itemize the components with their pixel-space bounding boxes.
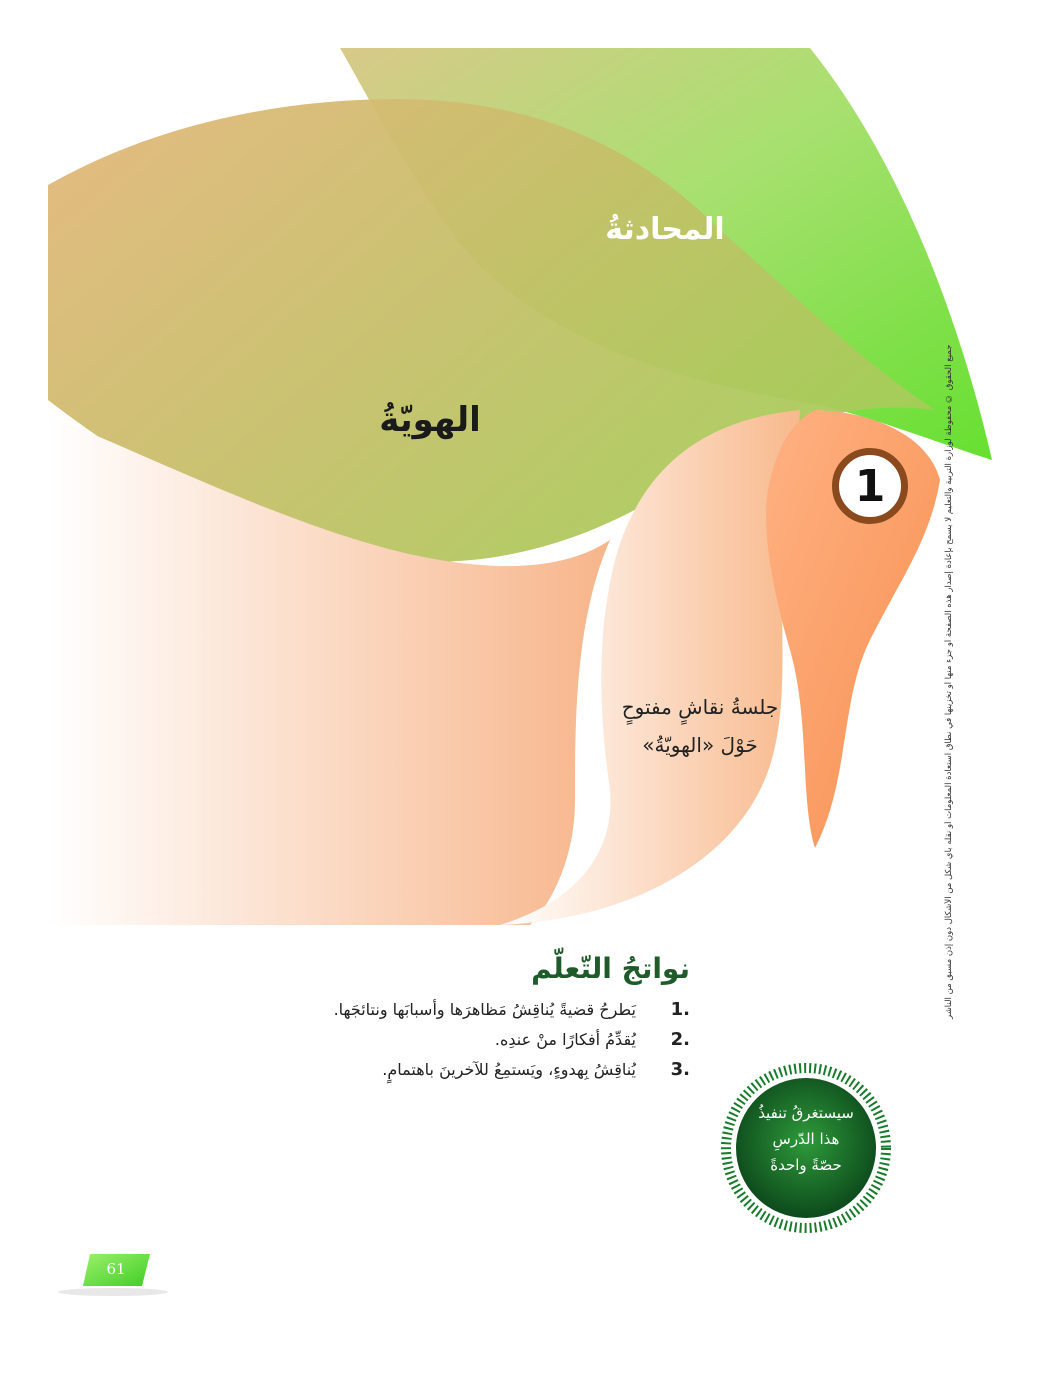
list-item xyxy=(250,995,690,1025)
outcomes-heading: نواتجُ التّعلّم xyxy=(531,952,690,985)
copyright-note: جميع الحقوق © محفوظة لوزارة التربية والتعليم لا يسمح بإعادة إصدار هذه الصفحة أو جزء منها أو تخزينها في نطاق استعادة المعلومات أو نقله بأي شكل من الأشكال دون إذن مسبق من الناشر xyxy=(944,345,954,1020)
item-text: يُقدِّمُ أفكارًا منْ عندِه. xyxy=(494,1030,636,1049)
page-number xyxy=(83,1254,149,1286)
session-description xyxy=(560,688,840,764)
outcomes-list xyxy=(250,995,690,1085)
learning-outcomes xyxy=(250,952,690,1085)
item-text: يُناقِشُ بِهدوءٍ، ويَستمِعُ للآخرينَ باهتمامٍ. xyxy=(382,1060,636,1079)
page-number-text: 61 xyxy=(106,1260,126,1278)
item-number: 1. xyxy=(670,999,690,1020)
session-line-2: حَوْلَ «الهويّةُ» xyxy=(642,733,758,757)
duration-line-2: هذا الدّرسِ xyxy=(772,1130,840,1148)
list-item xyxy=(250,1055,690,1085)
item-text: يَطرحُ قضيةً يُناقِشُ مَظاهرَها وأسبابَها ونتائجَها. xyxy=(333,1000,636,1019)
list-item xyxy=(250,1025,690,1055)
item-number: 2. xyxy=(670,1029,690,1050)
unit-title: الهويّةُ xyxy=(379,400,481,440)
item-number: 3. xyxy=(670,1059,690,1080)
duration-line-3: حصّةً واحدةً xyxy=(770,1156,842,1174)
duration-line-1: سيستغرقُ تنفيذُ xyxy=(758,1104,854,1122)
lesson-number-badge: 1 xyxy=(832,448,908,524)
duration-badge xyxy=(740,1100,872,1178)
session-line-1: جلسةُ نقاشٍ مفتوحٍ xyxy=(621,695,779,719)
section-title: المحادثةُ xyxy=(605,212,725,247)
